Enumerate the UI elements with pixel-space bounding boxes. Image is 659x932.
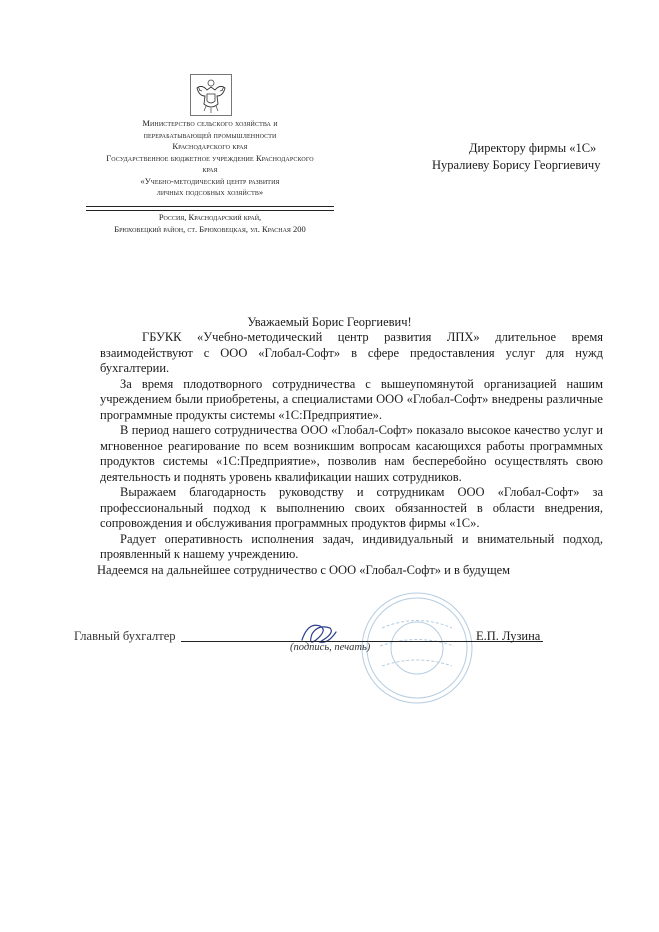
- address-line: Россия, Краснодарский край,: [158, 212, 262, 222]
- letter-body: [97, 330, 603, 578]
- org-line: Государственное бюджетное учреждение Краснодарского: [106, 152, 314, 163]
- letter-paragraph: ГБУКК «Учебно-методический центр развития ЛПХ» длительное время взаимодействуют с ООО «Глобал-Софт» в сфере предоставления услуг для нужд бухгалтерии.: [100, 330, 603, 375]
- header-divider: [86, 206, 334, 207]
- header-divider-thin: [86, 210, 334, 211]
- org-line: Министерство сельского хозяйства и: [142, 118, 278, 128]
- letter-greeting: Уважаемый Борис Георгиевич!: [247, 315, 412, 329]
- letter-paragraph: Выражаем благодарность руководству и сотрудникам ООО «Глобал-Софт» за профессиональный подход к выполнению своих обязанностей в области внедрения, сопровождения и обслуживания программных продуктов фирмы «1С».: [100, 485, 603, 530]
- stamp-icon: [352, 588, 482, 708]
- org-line: Краснодарского края: [172, 141, 248, 151]
- letter-paragraph: Надеемся на дальнейшее сотрудничество с ООО «Глобал-Софт» и в будущем: [97, 562, 511, 577]
- org-line: перерабатывающей промышленности: [143, 129, 277, 140]
- org-line: края: [202, 164, 218, 174]
- signer-role: Главный бухгалтер: [74, 629, 176, 643]
- organization-address: [74, 212, 346, 235]
- addressee-name: Нуралиеву Борису Георгиевичу: [432, 158, 601, 172]
- organization-name: [74, 118, 346, 199]
- signature-caption: (подпись, печать): [290, 642, 371, 653]
- addressee-position: Директору фирмы «1С»: [469, 141, 597, 155]
- letter-paragraph: За время плодотворного сотрудничества с вышеупомянутой организацией нашим учреждением были приобретены, а специалистами ООО «Глобал-Софт» внедрены различные программные продукты системы «1С:Предприятие».: [100, 376, 603, 422]
- org-line: личных подсобных хозяйств»: [156, 187, 264, 197]
- address-line: Брюховецкий район, ст. Брюховецкая, ул. Красная 200: [114, 223, 306, 234]
- letter-paragraph: Радует оперативность исполнения задач, индивидуальный и внимательный подход, проявленный к нашему учреждению.: [100, 531, 603, 561]
- signer-name: Е.П. Лузина: [476, 629, 541, 643]
- addressee-block: [432, 140, 642, 174]
- org-line: «Учебно-методический центр развития: [140, 175, 280, 186]
- coat-of-arms-icon: [190, 74, 232, 116]
- letter-paragraph: В период нашего сотрудничества ООО «Глобал-Софт» показало высокое качество услуг и мгновенное реагирование по всем возникшим вопросам касающихся работы программных продуктов системы «1С:Предприятие», позволив нам бесперебойно осуществлять свою деятельность и поднять уровень квалификации наших сотрудников.: [100, 423, 603, 484]
